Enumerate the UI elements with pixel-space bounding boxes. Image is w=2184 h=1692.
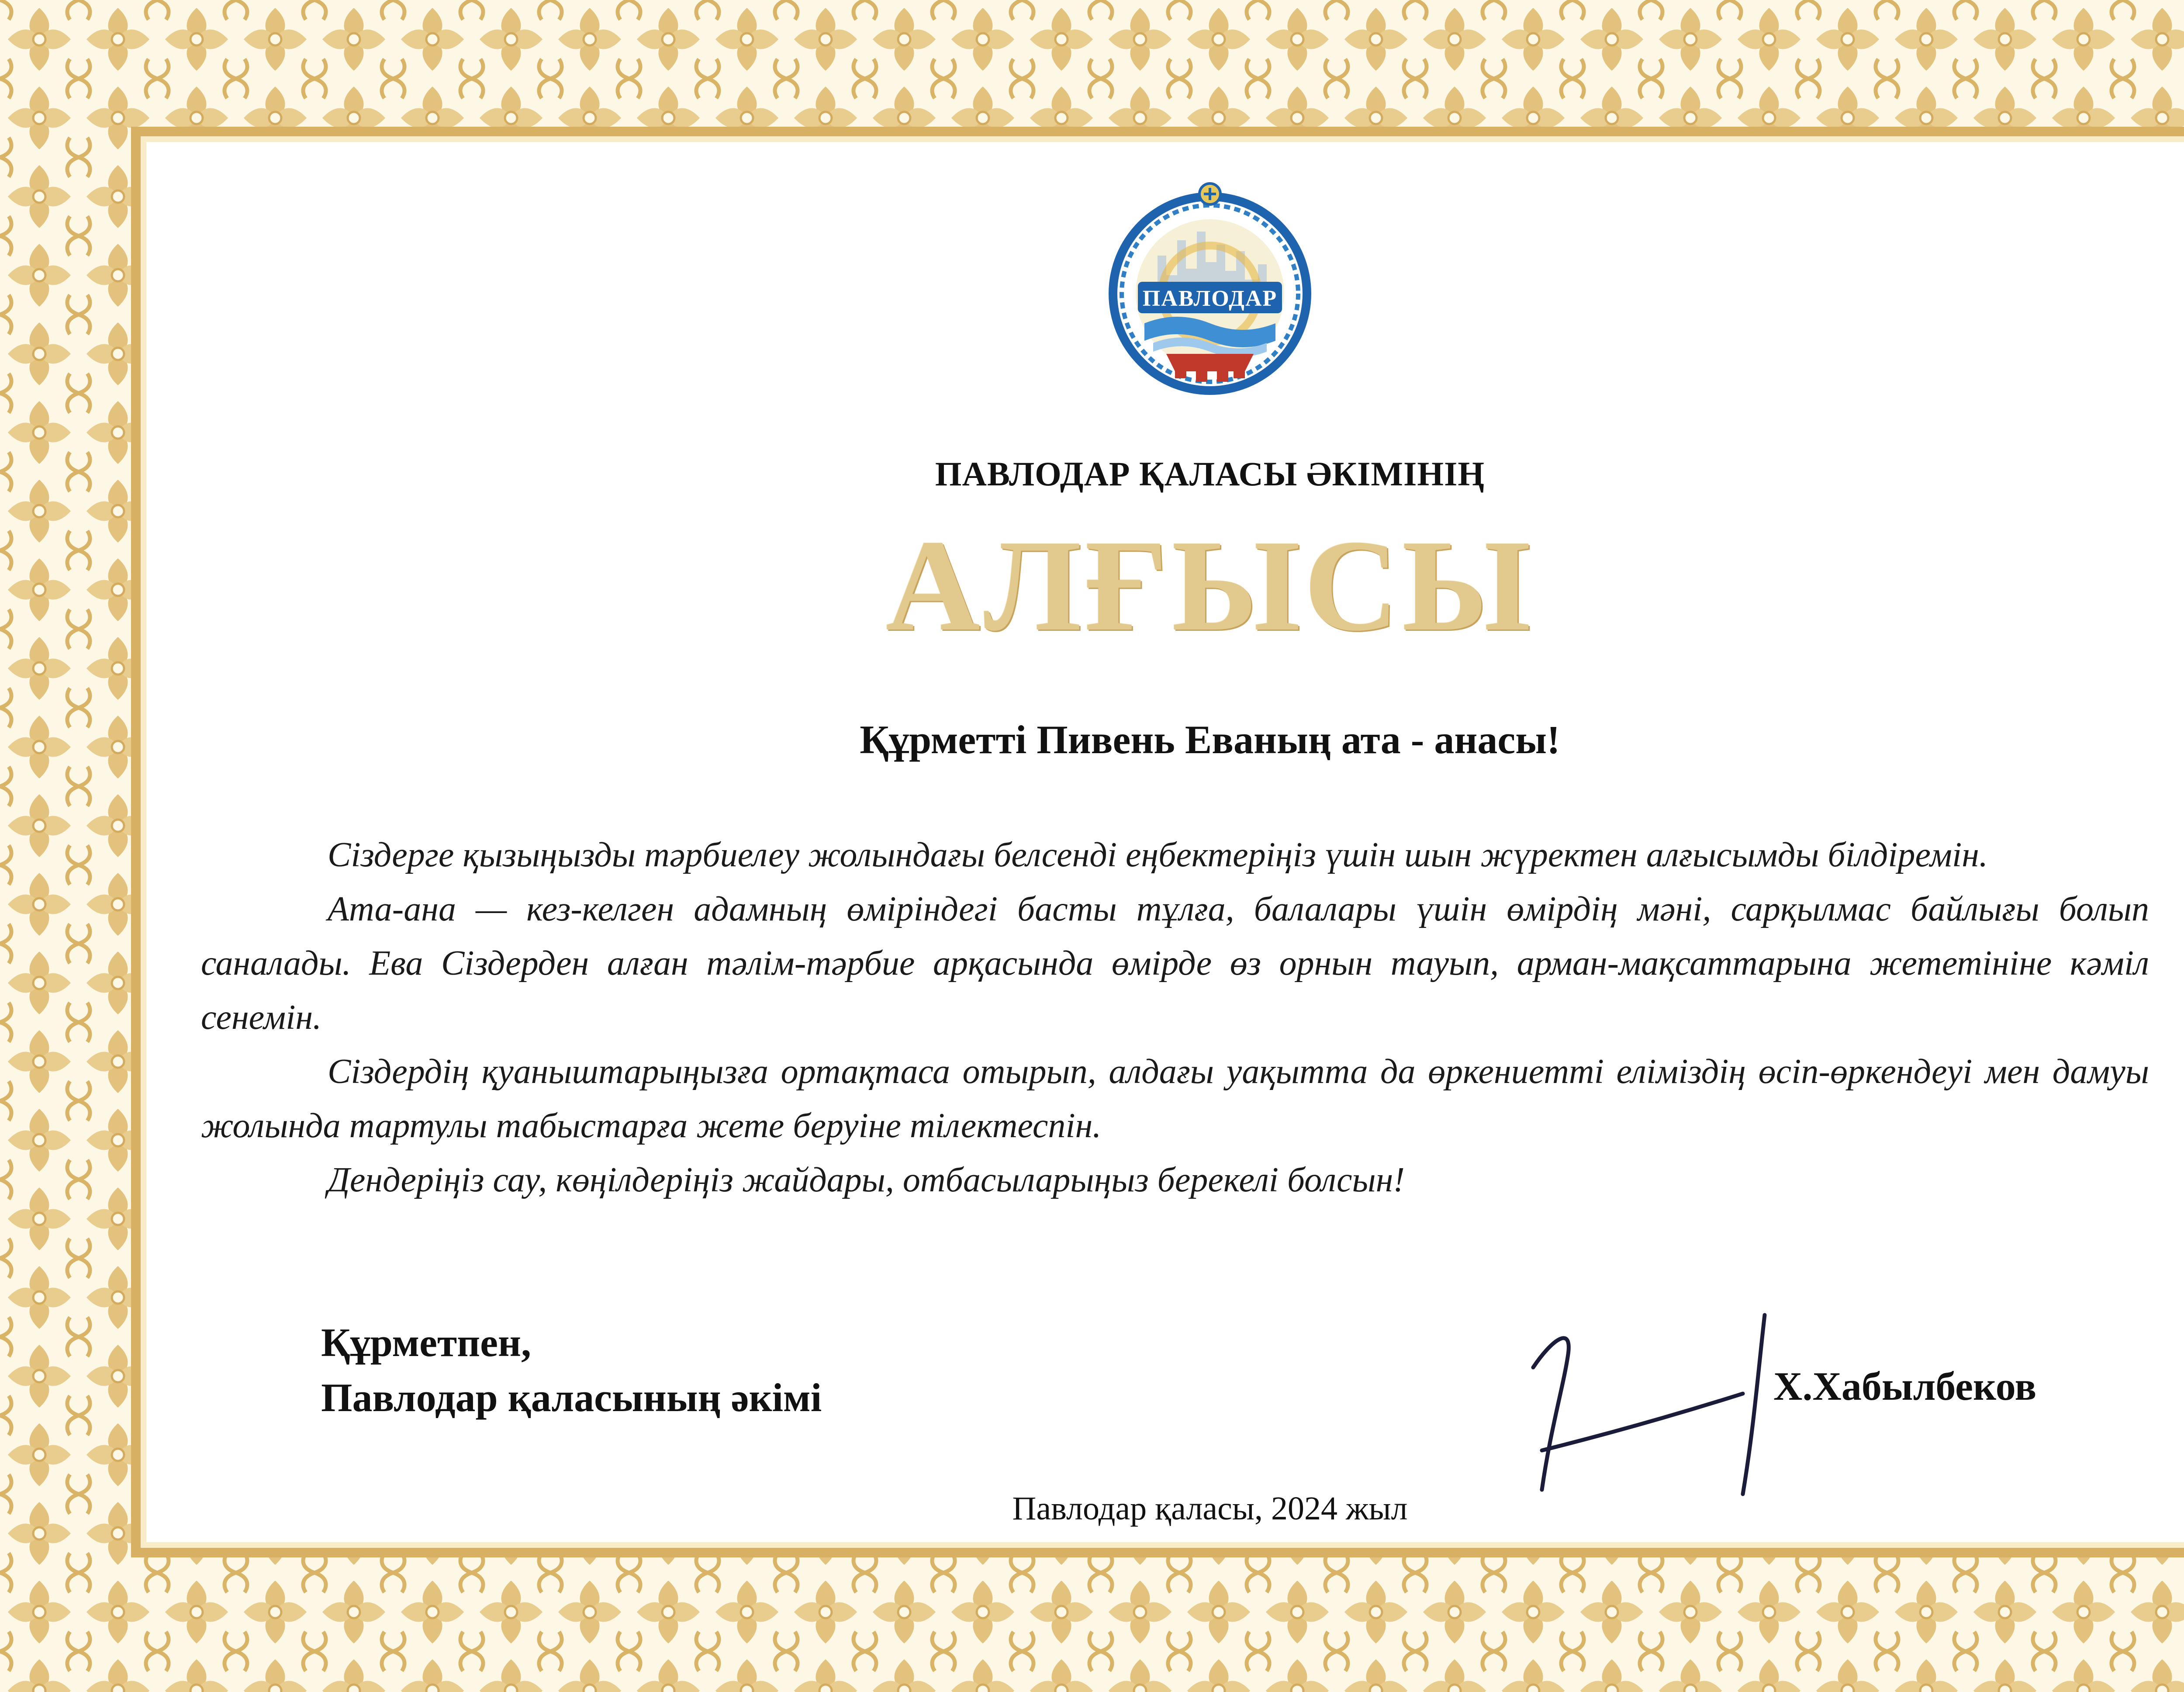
handwritten-signature — [1516, 1306, 1800, 1507]
place-and-date: Павлодар қаласы, 2024 жыл — [1012, 1490, 1408, 1527]
body-paragraph: Сіздердің қуаныштарыңызға ортақтаса отырып, алдағы уақытта да өркениетті еліміздің өсіп-өркендеуі мен дамуы жолында тартулы табыстарға жете беруіне тілектеспін. — [201, 1052, 2149, 1145]
letter-body — [201, 828, 2149, 1207]
body-paragraph: Сіздерге қызыңызды тәрбиелеу жолындағы белсенді еңбектеріңіз үшін шын жүректен алғысымды білдіремін. — [328, 836, 1988, 874]
issuer-heading: ПАВЛОДАР ҚАЛАСЫ ӘКІМІНІҢ — [935, 455, 1485, 493]
addressee-line: Құрметті Пивень Еваның ата - анасы! — [860, 717, 1560, 762]
signer-position: Павлодар қаласының әкімі — [321, 1375, 822, 1420]
document-title: АЛҒЫСЫ — [885, 513, 1534, 658]
body-paragraph: Ата-ана — кез-келген адамның өміріндегі басты тұлға, балалары үшін өмірдің мәні, сарқылмас байлығы болып саналады. Ева Сіздерден алған тәлім-тәрбие арқасында өмірде өз орнын тауып, арман-мақсаттарына жететініне кәміл сенемін. — [201, 890, 2149, 1037]
closing-block — [321, 1315, 822, 1425]
pavlodar-city-emblem — [1101, 179, 1319, 398]
closing-salutation: Құрметпен, — [321, 1320, 532, 1365]
svg-text:ПАВЛОДАР: ПАВЛОДАР — [1142, 286, 1278, 311]
signer-name: Х.Хабылбеков — [1773, 1364, 2037, 1408]
body-paragraph: Дендеріңіз сау, көңілдеріңіз жайдары, отбасыларыңыз берекелі болсын! — [328, 1161, 1405, 1199]
